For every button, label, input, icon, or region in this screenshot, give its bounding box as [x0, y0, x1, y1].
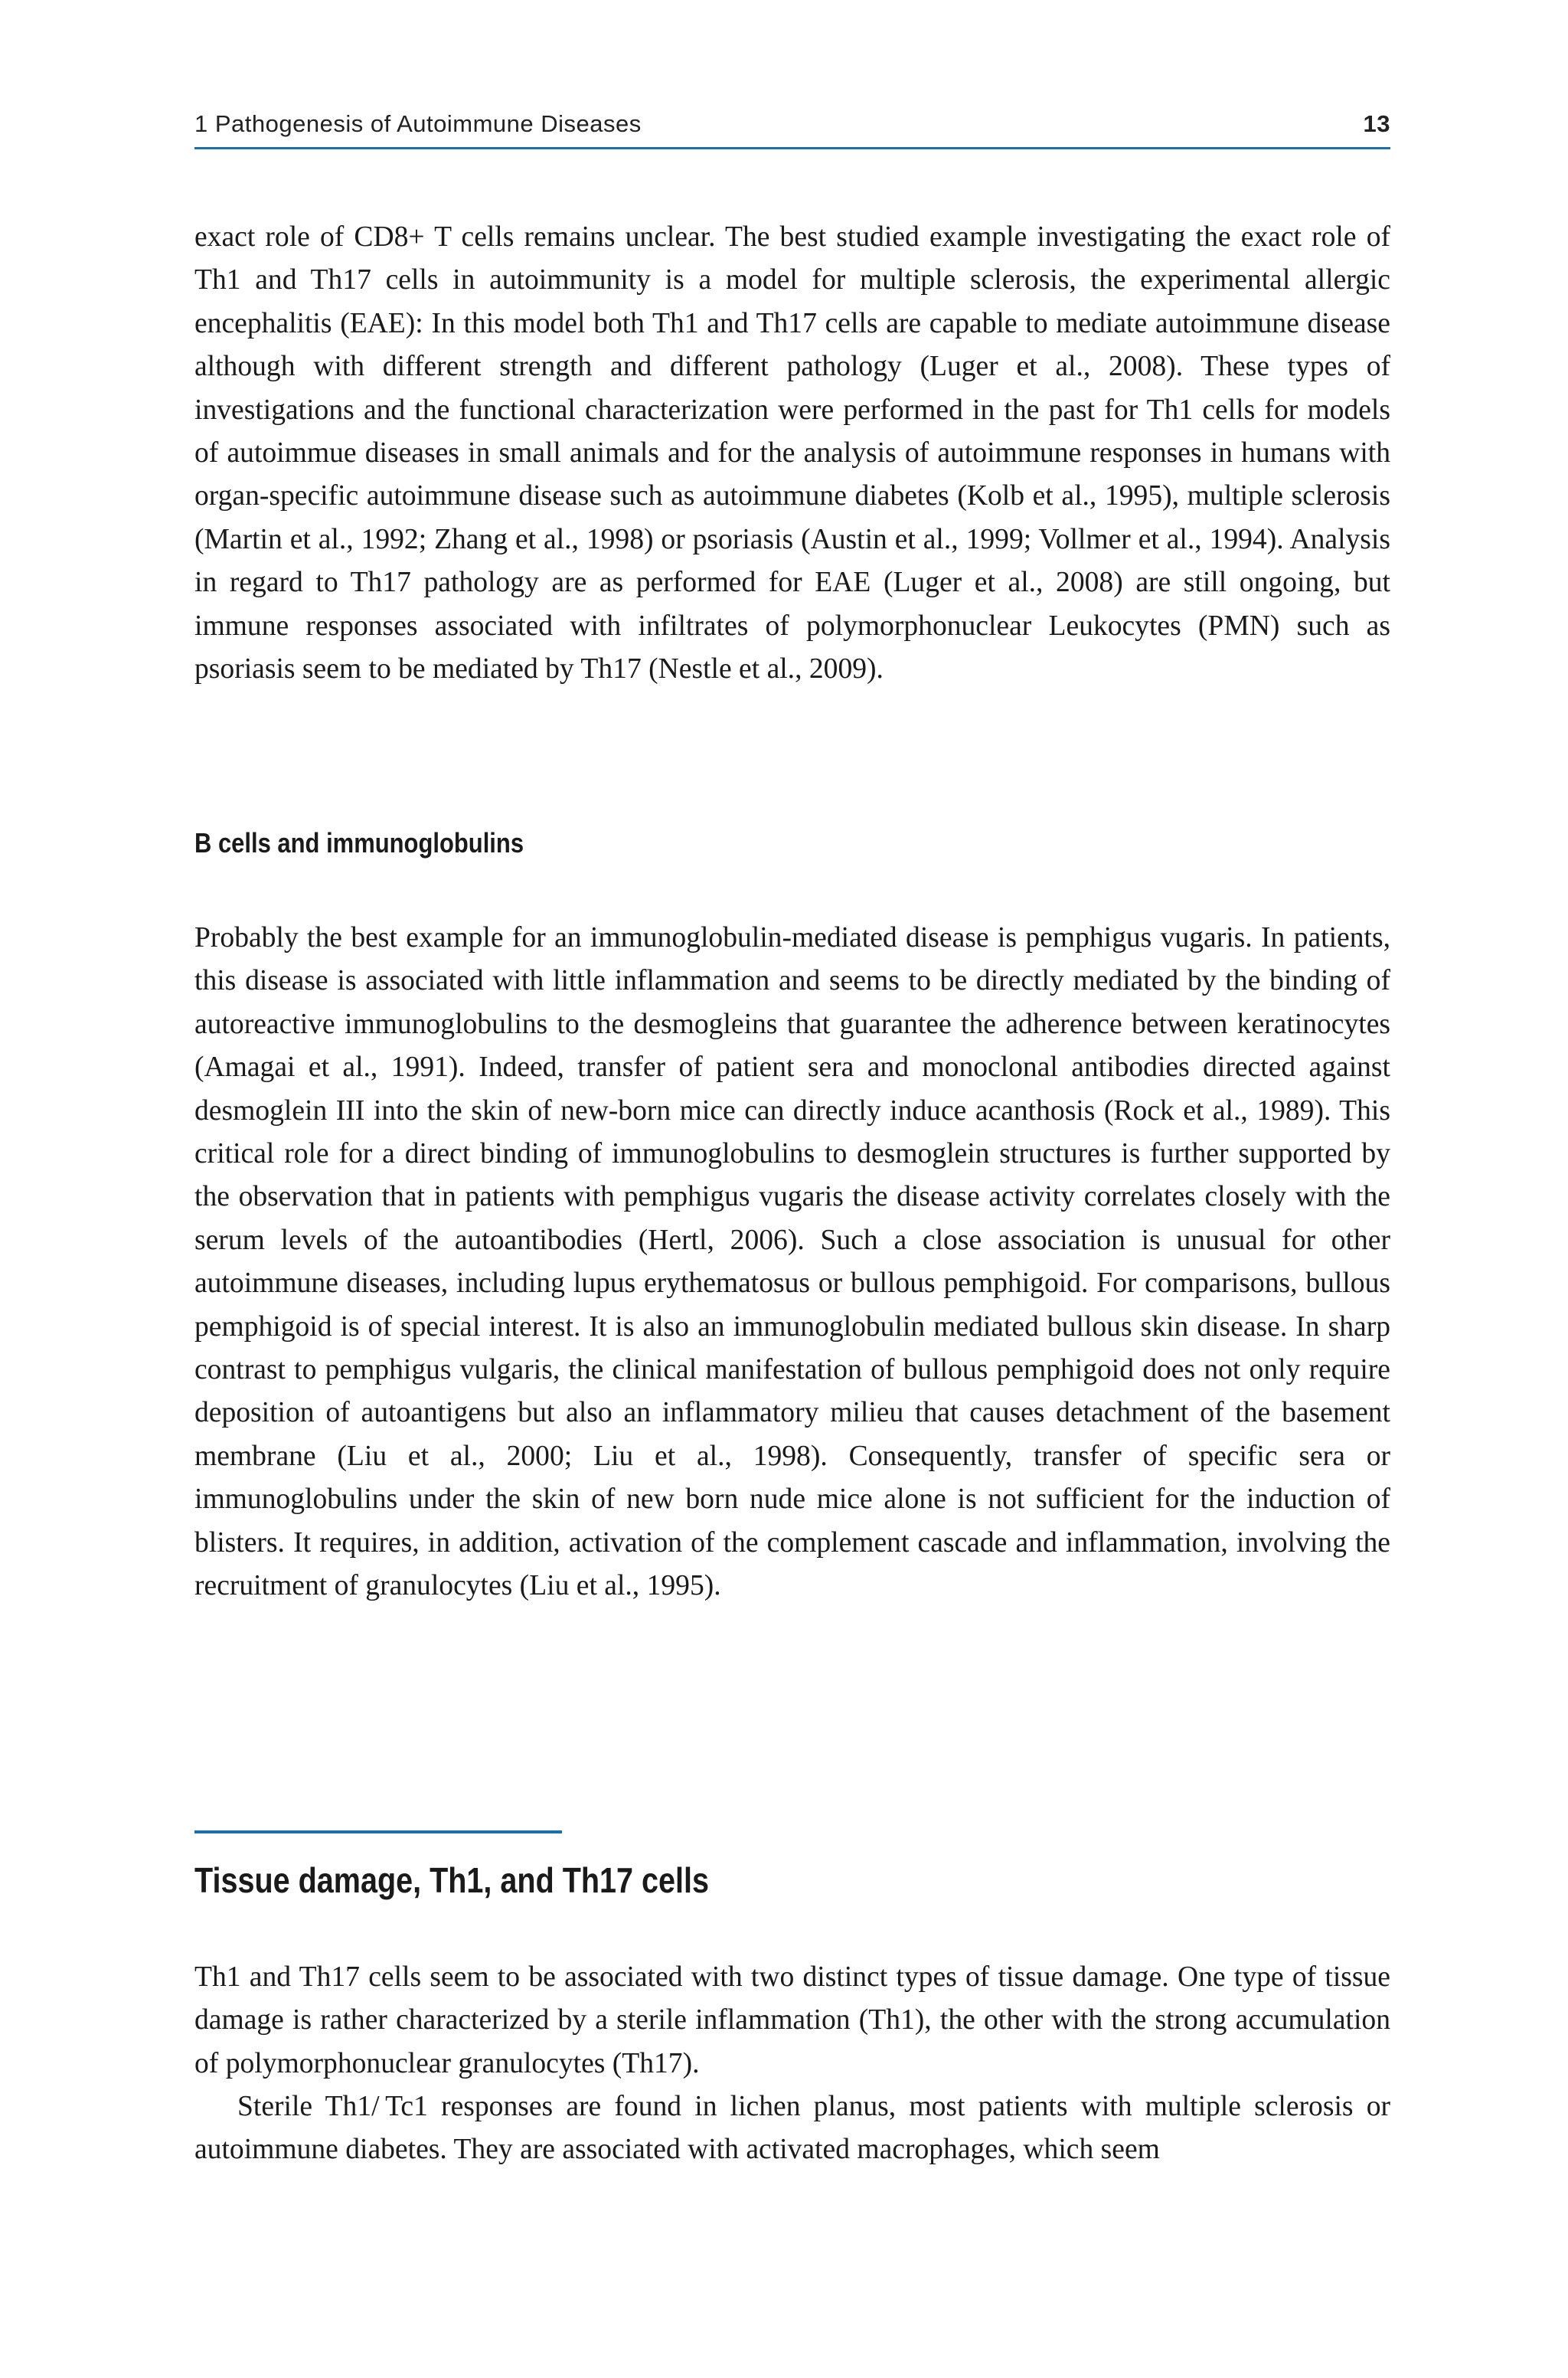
- subheading-b-cells: B cells and immunoglobulins: [194, 827, 524, 859]
- paragraph-b-cells: Probably the best example for an immunoglobulin-mediated disease is pemphigus vugaris. In patients, this disease is associated with little inflammation and seems to be directly mediated by the binding of autoreactive immunoglobulins to the desmogleins that guarantee the adherence between keratinocytes (Amagai et al., 1991). Indeed, transfer of patient sera and monoclonal antibodies directed against desmoglein III into the skin of new-born mice can directly induce acanthosis (Rock et al., 1989). This critical role for a direct binding of immunoglobulins to desmoglein structures is further supported by the observation that in patients with pemphigus vugaris the disease activity correlates closely with the serum levels of the autoantibodies (Hertl, 2006). Such a close association is unusual for other autoimmune diseases, including lupus erythematosus or bullous pemphigoid. For comparisons, bullous pemphigoid is of special interest. It is also an immunoglobulin mediated bullous skin disease. In sharp contrast to pemphigus vulgaris, the clinical manifestation of bullous pemphigoid does not only require deposition of autoantigens but also an inflammatory milieu that causes detachment of the basement membrane (Liu et al., 2000; Liu et al., 1998). Consequently, transfer of specific sera or immunoglobulins under the skin of new born nude mice alone is not sufficient for the induction of blisters. It requires, in addition, activation of the complement cascade and inflammation, involving the recruitment of granulocytes (Liu et al., 1995).: [194, 922, 1390, 1602]
- running-head: [194, 109, 1390, 149]
- paragraph-cd8-th17: exact role of CD8+ T cells remains unclear. The best studied example investigating the exact role of Th1 and Th17 cells in autoimmunity is a model for multiple sclerosis, the experimental allergic encephalitis (EAE): In this model both Th1 and Th17 cells are capable to mediate autoimmune disease although with different strength and different pathology (Luger et al., 2008). These types of investigations and the functional characterization were performed in the past for Th1 cells for models of autoimmue diseases in small animals and for the analysis of autoimmune responses in humans with organ-specific autoimmune disease such as autoimmune diabetes (Kolb et al., 1995), multiple sclerosis (Martin et al., 1992; Zhang et al., 1998) or psoriasis (Austin et al., 1999; Vollmer et al., 1994). Analysis in regard to Th17 pathology are as performed for EAE (Luger et al., 2008) are still ongoing, but immune responses associated with infiltrates of polymorphonuclear Leukocytes (PMN) such as psoriasis seem to be mediated by Th17 (Nestle et al., 2009).: [194, 221, 1390, 685]
- section-rule: [194, 1830, 562, 1833]
- chapter-title: 1 Pathogenesis of Autoimmune Diseases: [194, 110, 642, 137]
- page-number: 13: [1363, 110, 1390, 137]
- paragraph-sterile-responses: Sterile Th1/ Tc1 responses are found in lichen planus, most patients with multiple sclerosis or autoimmune diabetes. They are associated with activated macrophages, which seem: [194, 2091, 1390, 2166]
- paragraph-tissue-damage: Th1 and Th17 cells seem to be associated with two distinct types of tissue damage. One type of tissue damage is rather characterized by a sterile inflammation (Th1), the other with the strong accumulation of polymorphonuclear granulocytes (Th17).: [194, 1961, 1390, 2079]
- section-heading-tissue-damage: Tissue damage, Th1, and Th17 cells: [194, 1860, 710, 1900]
